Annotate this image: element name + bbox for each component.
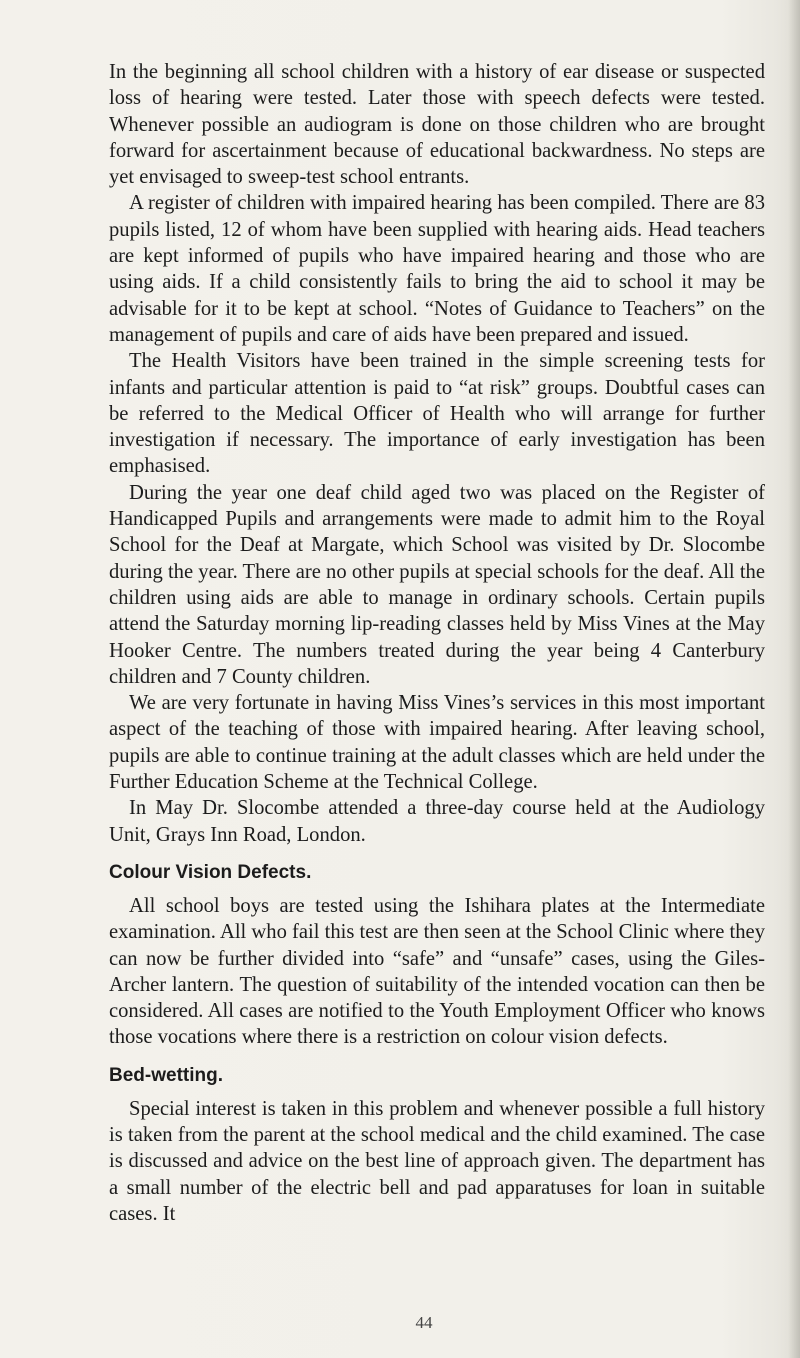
page-body	[109, 59, 765, 1227]
paragraph-deaf-child: During the year one deaf child aged two was placed on the Register of Handicapped Pupils and arrangements were made to admit him to the Royal School for the Deaf at Margate, which School was visited by Dr. Slocombe during the year. There are no other pupils at special schools for the deaf. All the children using aids are able to manage in ordinary schools. Certain pupils attend the Saturday morning lip-reading classes held by Miss Vines at the May Hooker Centre. The numbers treated during the year being 4 Canterbury children and 7 County children.	[109, 481, 765, 688]
paragraph-miss-vines: We are very fortunate in having Miss Vines’s services in this most important aspect of the teaching of those with impaired hearing. After leaving school, pupils are able to continue training at the adult classes which are held under the Further Education Scheme at the Technical College.	[109, 692, 765, 794]
paragraph-bed-wetting: Special interest is taken in this problem and whenever possible a full history is taken from the parent at the school medical and the child examined. The case is discussed and advice on the best line of approach given. The department has a small number of the electric bell and pad apparatuses for loan in suitable cases. It	[109, 1097, 765, 1225]
paragraph-audiology-course: In May Dr. Slocombe attended a three-day course held at the Audiology Unit, Grays Inn Road, London.	[109, 797, 765, 846]
heading-bed-wetting: Bed-wetting.	[109, 1064, 223, 1086]
page-number: 44	[415, 1313, 433, 1332]
page-edge-shadow	[788, 0, 800, 1358]
paragraph-health-visitors: The Health Visitors have been trained in the simple screening tests for infants and particular attention is paid to “at risk” groups. Doubtful cases can be referred to the Medical Officer of Health who will arrange for further investigation if necessary. The importance of early investigation has been emphasised.	[109, 350, 765, 478]
paragraph-hearing-register: A register of children with impaired hearing has been compiled. There are 83 pupils listed, 12 of whom have been supplied with hearing aids. Head teachers are kept informed of pupils who have impaired hearing and those who are using aids. If a child consistently fails to bring the aid to school it may be advisable for it to be kept at school. “Notes of Guidance to Teachers” on the management of pupils and care of aids have been prepared and issued.	[109, 192, 765, 346]
paragraph-hearing-testing: In the beginning all school children with a history of ear disease or suspected loss of hearing were tested. Later those with speech defects were tested. Whenever possible an audiogram is done on those children who are brought forward for ascertainment because of educational backwardness. No steps are yet envisaged to sweep-test school entrants.	[109, 61, 765, 189]
paragraph-colour-vision: All school boys are tested using the Ishihara plates at the Intermediate examination. All who fail this test are then seen at the School Clinic where they can now be further divided into “safe” and “unsafe” cases, using the Giles-Archer lantern. The question of suitability of the intended vocation can then be considered. All cases are notified to the Youth Employment Officer who knows those vocations where there is a restriction on colour vision defects.	[109, 894, 765, 1049]
heading-colour-vision: Colour Vision Defects.	[109, 861, 312, 883]
